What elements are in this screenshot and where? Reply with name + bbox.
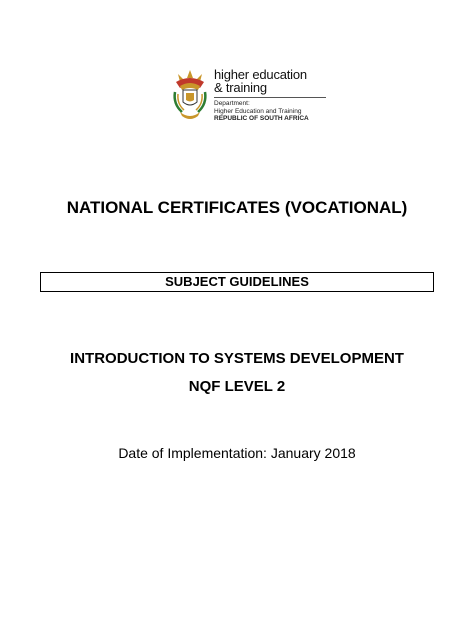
nqf-level-title: NQF LEVEL 2 xyxy=(188,378,286,395)
logo-divider xyxy=(214,97,326,98)
department-logo xyxy=(166,66,326,126)
logo-department-label: Department: xyxy=(214,100,250,107)
coat-of-arms-icon xyxy=(170,68,210,122)
main-title: NATIONAL CERTIFICATES (VOCATIONAL) xyxy=(66,198,408,217)
logo-country: REPUBLIC OF SOUTH AFRICA xyxy=(214,115,309,122)
logo-title-line-1: higher education xyxy=(214,67,307,82)
logo-title-line-2: & training xyxy=(214,80,267,95)
subject-title: INTRODUCTION TO SYSTEMS DEVELOPMENT xyxy=(70,350,404,367)
logo-text xyxy=(214,68,326,123)
subject-guidelines-box: SUBJECT GUIDELINES xyxy=(40,272,434,292)
logo-department-name: Higher Education and Training xyxy=(214,107,302,115)
implementation-date: Date of Implementation: January 2018 xyxy=(118,445,356,461)
